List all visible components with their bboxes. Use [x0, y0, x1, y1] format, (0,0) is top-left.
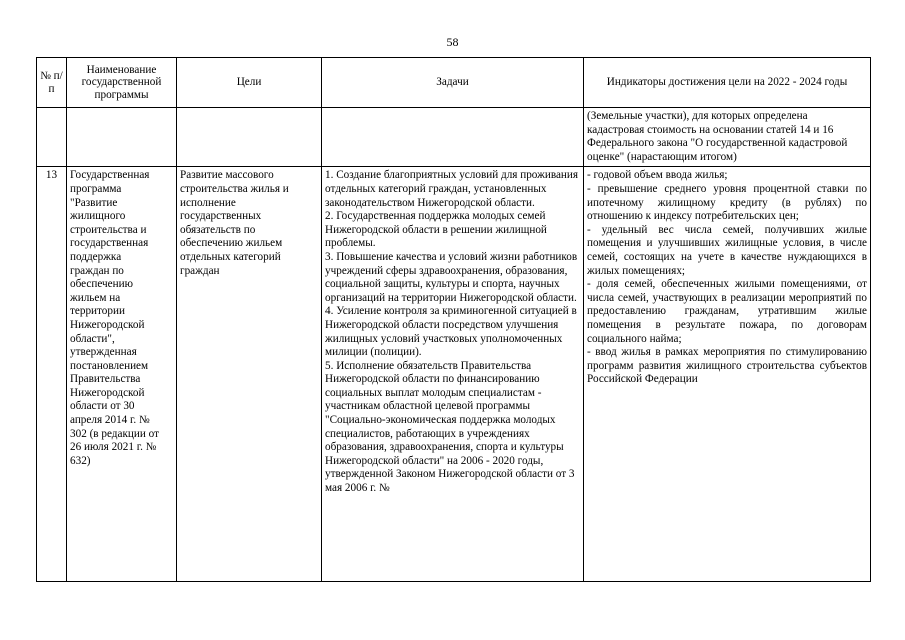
table-row-continuation	[37, 108, 871, 167]
cell-tasks	[322, 167, 584, 582]
header-tasks: Задачи	[322, 58, 584, 108]
header-program: Наименование государственной программы	[67, 58, 177, 108]
program-line: утвержденная	[70, 346, 137, 359]
cell-program	[67, 108, 177, 167]
program-line: области от 30	[70, 400, 135, 413]
program-line: постановлением	[70, 359, 149, 372]
cell-goals: Развитие массового строительства жилья и исполнение государственных обязательств по обеспечению жильем отдельных категорий граждан	[177, 167, 322, 582]
program-line: апреля 2014 г. №	[70, 414, 150, 427]
task-item: 3. Повышение качества и условий жизни работников учреждений сферы здравоохранения, образования, социальной защиты, культуры и спорта, научных организаций на территории Нижегородской области.	[325, 250, 578, 304]
indicator-item: - удельный вес числа семей, получивших жилые помещения и улучшивших жилищные условия, в числе семей, состоящих на учете в качестве нуждающихся в жилых помещениях;	[587, 223, 867, 277]
program-line: жильем на	[70, 291, 121, 304]
program-line: территории	[70, 305, 125, 318]
indicator-item: - превышение среднего уровня процентной ставки по ипотечному жилищному кредиту (в рублях) по отношению к индексу потребительских цен;	[587, 182, 867, 223]
header-indicators: Индикаторы достижения цели на 2022 - 2024 годы	[584, 58, 871, 108]
page-number: 58	[446, 35, 459, 49]
indicator-item: - ввод жилья в рамках мероприятия по стимулированию программ развития жилищного строительства субъектов Российской Федерации	[587, 346, 867, 386]
program-line: программа	[70, 182, 122, 195]
task-item: 4. Усиление контроля за криминогенной ситуацией в Нижегородской области посредством улучшения жилищных условий участковых уполномоченных милиции (полиции).	[325, 305, 577, 359]
program-line: Нижегородской	[70, 318, 145, 331]
cell-num: 13	[37, 167, 67, 582]
program-line: государственная	[70, 237, 149, 250]
cell-goals	[177, 108, 322, 167]
task-item: 2. Государственная поддержка молодых семей Нижегородской области в решении жилищной проблемы.	[325, 210, 547, 250]
program-line: Государственная	[70, 169, 150, 182]
program-line: граждан по	[70, 264, 124, 277]
program-line: 302 (в редакции от	[70, 427, 159, 440]
program-line: "Развитие	[70, 196, 118, 209]
indicator-item: - годовой объем ввода жилья;	[587, 169, 728, 182]
program-table	[36, 57, 871, 582]
program-line: обеспечению	[70, 278, 133, 291]
cell-tasks	[322, 108, 584, 167]
program-line: строительства и	[70, 223, 147, 236]
program-line: поддержка	[70, 250, 122, 263]
table-header-row	[37, 58, 871, 108]
header-goals: Цели	[177, 58, 322, 108]
cell-num	[37, 108, 67, 167]
header-num: № п/п	[37, 58, 67, 108]
cell-indicators	[584, 167, 871, 582]
program-line: 632)	[70, 454, 91, 467]
program-line: Нижегородской	[70, 386, 145, 399]
program-line: Правительства	[70, 373, 141, 386]
task-item: 5. Исполнение обязательств Правительства Нижегородской области по финансированию социальных выплат молодым специалистам - участникам областной целевой программы "Социально-экономическая поддержка молодых специалистов, работающих в учреждениях образования, здравоохранения, спорта и культуры Нижегородской области" на 2006 - 2020 годы, утвержденной Законом Нижегородской области от 3 мая 2006 г. №	[325, 359, 575, 495]
program-line: 26 июля 2021 г. №	[70, 441, 157, 454]
cell-program	[67, 167, 177, 582]
program-line: области",	[70, 332, 115, 345]
table-row	[37, 167, 871, 582]
indicator-item: - доля семей, обеспеченных жилыми помещениями, от числа семей, участвующих в реализации мероприятий по предоставлению гражданам, утратившим жилые помещения в результате пожара, по договорам социального найма;	[587, 278, 867, 345]
program-line: жилищного	[70, 210, 126, 223]
cell-indicators: (Земельные участки), для которых определена кадастровая стоимость на основании статей 14 и 16 Федерального закона "О государственной кадастровой оценке" (нарастающим итогом)	[584, 108, 871, 167]
task-item: 1. Создание благоприятных условий для проживания отдельных категорий граждан, установленных законодательством Нижегородской области.	[325, 169, 579, 209]
